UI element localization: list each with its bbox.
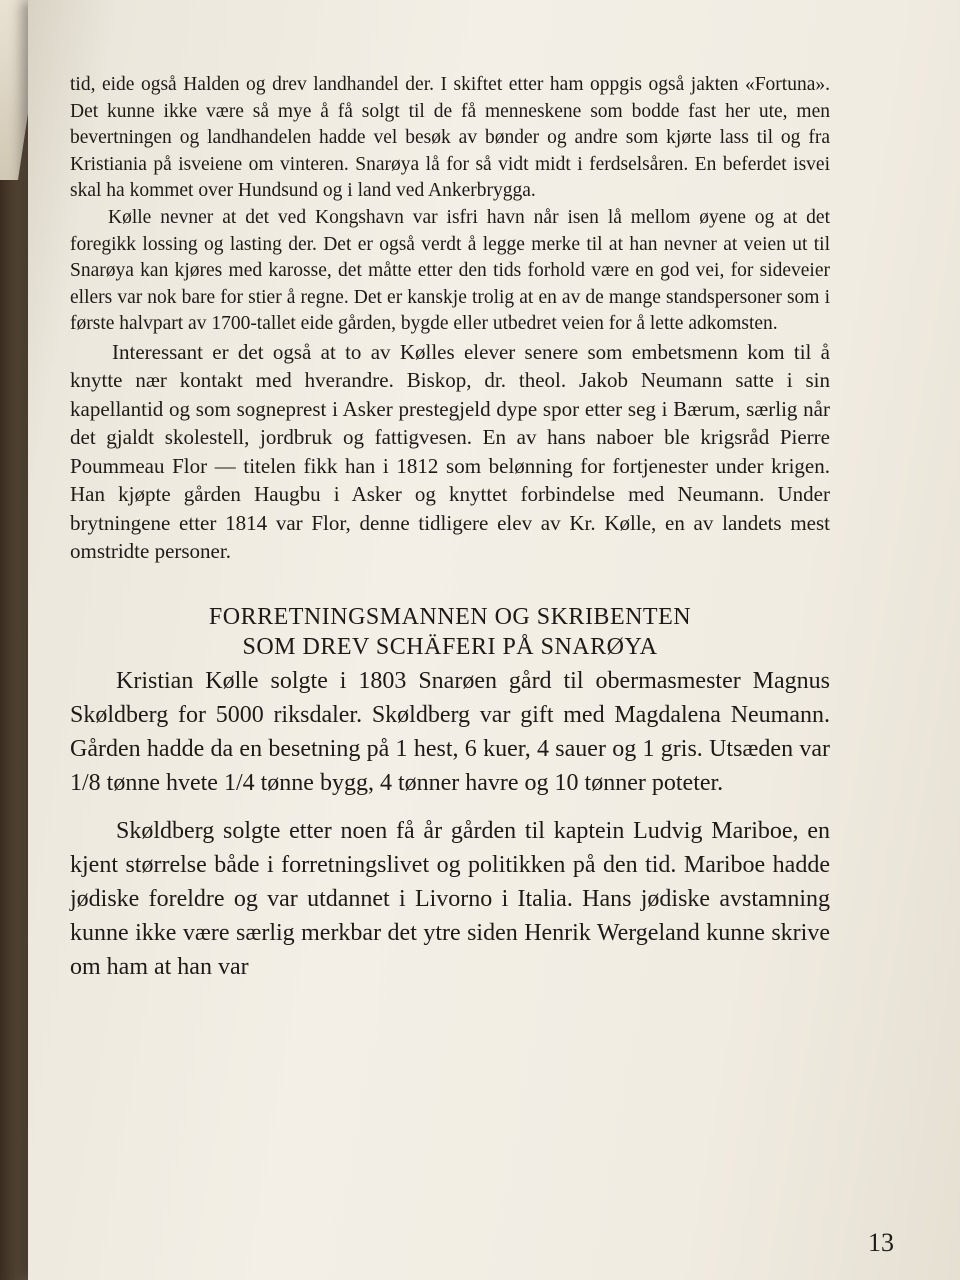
paragraph-3: Interessant er det også at to av Kølles elever senere som embetsmenn kom til å knytte nær kontakt med hverandre. Biskop, dr. theol. Jakob Neumann satte i sin kapellantid og som sogneprest i Asker prestegjeld dype spor etter seg i Bærum, særlig når det gjaldt skolestell, jordbruk og fattigvesen. En av hans naboer ble krigsråd Pierre Poummeau Flor — titelen fikk han i 1812 som belønning for fortjenester under krigen. Han kjøpte gården Haugbu i Asker og knyttet forbindelse med Neumann. Under brytningene etter 1814 var Flor, denne tidligere elev av Kr. Kølle, en av landets mest omstridte personer. [70, 339, 830, 564]
paragraph-4: Kristian Kølle solgte i 1803 Snarøen gård til obermasmester Magnus Skøldberg for 5000 riksdaler. Skøldberg var gift med Magdalena Neumann. Gården hadde da en besetning på 1 hest, 6 kuer, 4 sauer og 1 gris. Utsæden var 1/8 tønne hvete 1/4 tønne bygg, 4 tønner havre og 10 tønner poteter. [70, 667, 830, 796]
section-heading [70, 602, 830, 662]
page-number: 13 [868, 1228, 894, 1257]
book-page [28, 0, 960, 1280]
paragraph-1: tid, eide også Halden og drev landhandel der. I skiftet etter ham oppgis også jakten «Fortuna». Det kunne ikke være så mye å få solgt til de få menneskene som bodde fast her ute, men bevertningen og landhandelen hadde vel besøk av bønder og andre som kjørte lass til og fra Kristiania på isveiene om vinteren. Snarøya lå for så vidt midt i ferdselsåren. En beferdet isvei skal ha kommet over Hundsund og i land ved Ankerbrygga. [70, 74, 830, 202]
section-heading-line-2: SOM DREV SCHÄFERI PÅ SNARØYA [242, 633, 658, 660]
paragraph-5: Skøldberg solgte etter noen få år gården til kaptein Ludvig Mariboe, en kjent størrelse både i forretningslivet og politikken på den tid. Mariboe hadde jødiske foreldre og var utdannet i Livorno i Italia. Hans jødiske avstamning kunne ikke være særlig merkbar det ytre siden Henrik Wergeland kunne skrive om ham at han var [70, 817, 830, 980]
section-heading-line-1: FORRETNINGSMANNEN OG SKRIBENTEN [208, 603, 692, 630]
paragraph-2: Kølle nevner at det ved Kongshavn var isfri havn når isen lå mellom øyene og at det foregikk lossing og lasting der. Det er også verdt å legge merke til at han nevner at veien ut til Snarøya kan kjøres med karosse, det måtte etter den tids forhold være en god vei, for sideveier ellers var nok bare for stier å regne. Det er kanskje trolig at en av de mange standspersoner som i første halvpart av 1700-tallet eide gården, bygde eller utbedret veien for å lette adkomsten. [70, 206, 830, 335]
page-text [70, 72, 830, 984]
